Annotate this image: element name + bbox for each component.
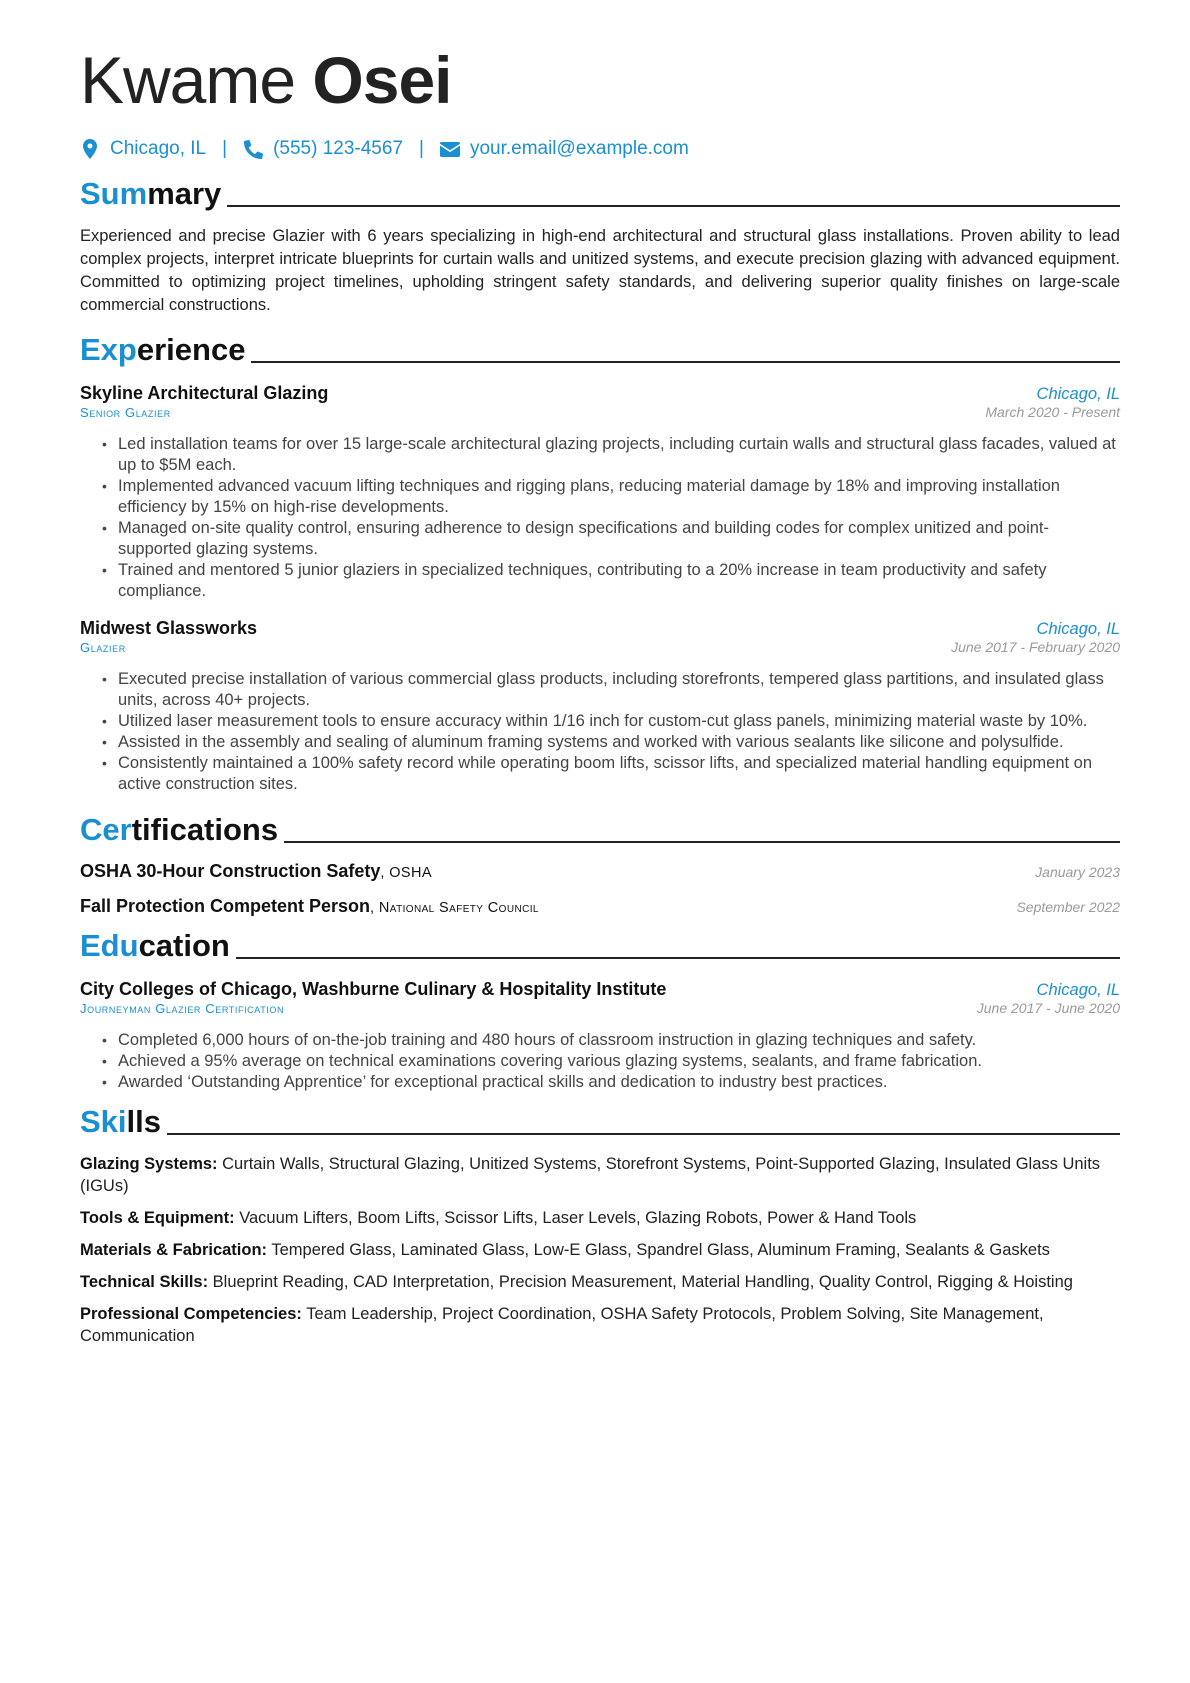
title-rest: tifications — [131, 812, 279, 847]
skill-values: Vacuum Lifters, Boom Lifts, Scissor Lifts, Laser Levels, Glazing Robots, Power & Hand Tools — [239, 1209, 917, 1227]
list-item: • Trained and mentored 5 junior glaziers in specialized techniques, contributing to a 20% increase in team productivity and safety compliance. — [102, 560, 1120, 602]
skill-values: Tempered Glass, Laminated Glass, Low-E Glass, Spandrel Glass, Aluminum Framing, Sealants & Gaskets — [271, 1241, 1050, 1259]
contact-line — [80, 135, 1120, 163]
job-dates: June 2017 - February 2020 — [951, 639, 1120, 655]
education-dates: June 2017 - June 2020 — [976, 1000, 1120, 1016]
location-text: Chicago, IL — [110, 138, 207, 159]
list-item: • Completed 6,000 hours of on-the-job training and 480 hours of classroom instruction in glazing techniques and safety. — [102, 1030, 1120, 1051]
list-item: • Implemented advanced vacuum lifting techniques and rigging plans, reducing material damage by 18% and improving installation efficiency by 15% on high-rise developments. — [102, 476, 1120, 518]
first-name: Kwame — [80, 43, 296, 117]
title-rest: cation — [138, 928, 230, 963]
certification-item: OSHA 30-Hour Construction Safety, OSHA January 2023 — [80, 861, 1120, 881]
list-item: • Assisted in the assembly and sealing of aluminum framing systems and worked with various sealants like silicone and polysulfide. — [102, 732, 1120, 753]
job-location: Chicago, IL — [1036, 385, 1120, 403]
title-accent: Exp — [80, 332, 137, 367]
job-bullets — [80, 434, 1120, 602]
education-heading — [80, 923, 1120, 965]
company-name: Skyline Architectural Glazing — [80, 383, 329, 403]
education-entry — [80, 979, 1120, 1093]
section-title — [80, 1103, 161, 1141]
title-rest: lls — [126, 1104, 161, 1139]
section-rule — [167, 1133, 1120, 1135]
skill-values: Team Leadership, Project Coordination, OSHA Safety Protocols, Problem Solving, Site Management, Communication — [80, 1305, 1044, 1345]
skill-group — [80, 1271, 1120, 1293]
title-accent: Edu — [80, 928, 139, 963]
summary-heading — [80, 171, 1120, 213]
company-name: Midwest Glassworks — [80, 618, 258, 638]
school-location: Chicago, IL — [1036, 981, 1120, 999]
cert-name: Fall Protection Competent Person — [80, 896, 371, 916]
experience-heading — [80, 327, 1120, 369]
envelope-icon — [440, 138, 460, 160]
certifications-heading — [80, 807, 1120, 849]
title-rest: erience — [136, 332, 246, 367]
skill-group — [80, 1303, 1120, 1347]
skill-group — [80, 1153, 1120, 1197]
skill-label: Professional Competencies: — [80, 1305, 302, 1323]
list-item: • Led installation teams for over 15 large-scale architectural glazing projects, including curtain walls and structural glass facades, valued at up to $5M each. — [102, 434, 1120, 476]
skill-label: Materials & Fabrication: — [80, 1241, 268, 1259]
skill-label: Tools & Equipment: — [80, 1209, 235, 1227]
skill-values: Blueprint Reading, CAD Interpretation, Precision Measurement, Material Handling, Quality Control, Rigging & Hoisting — [212, 1273, 1073, 1291]
section-rule — [251, 361, 1120, 363]
school-name: City Colleges of Chicago, Washburne Culinary & Hospitality Institute — [80, 979, 667, 999]
list-item: • Consistently maintained a 100% safety record while operating boom lifts, scissor lifts, and specialized material handling equipment on active construction sites. — [102, 753, 1120, 795]
separator: | — [419, 138, 424, 159]
job-entry — [80, 383, 1120, 602]
list-item: • Managed on-site quality control, ensuring adherence to design specifications and building codes for complex unitized and point-supported glazing systems. — [102, 518, 1120, 560]
list-item: • Utilized laser measurement tools to ensure accuracy within 1/16 inch for custom-cut glass panels, minimizing material waste by 10%. — [102, 711, 1120, 732]
skill-label: Glazing Systems: — [80, 1155, 218, 1173]
cert-org: OSHA — [389, 865, 432, 881]
title-accent: Sum — [80, 176, 148, 211]
section-rule — [227, 205, 1120, 207]
summary-text: Experienced and precise Glazier with 6 years specializing in high-end architectural and structural glass installations. Proven ability to lead complex projects, interpret intricate blueprints for curtain walls and unitized systems, and execute precision glazing with advanced equipment. Committed to optimizing project timelines, upholding stringent safety standards, and delivering superior quality finishes on large-scale commercial constructions. — [80, 227, 1120, 314]
job-bullets — [80, 669, 1120, 795]
section-rule — [284, 841, 1120, 843]
title-accent: Ski — [80, 1104, 127, 1139]
list-item: • Awarded ‘Outstanding Apprentice’ for exceptional practical skills and dedication to industry best practices. — [102, 1072, 1120, 1093]
cert-name: OSHA 30-Hour Construction Safety — [80, 861, 381, 881]
cert-date: September 2022 — [1016, 899, 1120, 915]
candidate-name — [80, 40, 1120, 120]
certification-item: Fall Protection Competent Person, National Safety Council September 2022 — [80, 896, 1120, 916]
skill-group — [80, 1239, 1120, 1261]
education-bullets — [80, 1030, 1120, 1093]
job-role: Glazier — [80, 640, 126, 655]
program-name: Journeyman Glazier Certification — [80, 1001, 285, 1016]
section-title — [80, 811, 278, 849]
cert-org: National Safety Council — [378, 900, 539, 916]
phone-icon — [243, 138, 263, 160]
job-dates: March 2020 - Present — [985, 404, 1120, 420]
skill-label: Technical Skills: — [80, 1273, 209, 1291]
resume-page — [80, 40, 1120, 1347]
skills-heading — [80, 1099, 1120, 1141]
phone-link[interactable]: (555) 123-4567 — [273, 138, 403, 159]
skill-values: Curtain Walls, Structural Glazing, Unitized Systems, Storefront Systems, Point-Supported Glazing, Insulated Glass Units (IGUs) — [80, 1155, 1101, 1195]
title-accent: Cer — [80, 812, 132, 847]
list-item: • Executed precise installation of various commercial glass products, including storefronts, tempered glass partitions, and insulated glass units, across 40+ projects. — [102, 669, 1120, 711]
title-rest: mary — [147, 176, 222, 211]
skill-group — [80, 1207, 1120, 1229]
job-entry — [80, 618, 1120, 795]
section-title — [80, 331, 245, 369]
map-pin-icon — [80, 138, 100, 160]
section-title — [80, 175, 221, 213]
job-location: Chicago, IL — [1036, 620, 1120, 638]
section-rule — [236, 957, 1120, 959]
list-item: • Achieved a 95% average on technical examinations covering various glazing systems, sealants, and frame fabrication. — [102, 1051, 1120, 1072]
email-link[interactable]: your.email@example.com — [469, 138, 689, 159]
separator: | — [222, 138, 228, 159]
section-title — [80, 927, 230, 965]
cert-date: January 2023 — [1035, 864, 1120, 880]
last-name: Osei — [312, 43, 452, 117]
job-role: Senior Glazier — [80, 405, 171, 420]
